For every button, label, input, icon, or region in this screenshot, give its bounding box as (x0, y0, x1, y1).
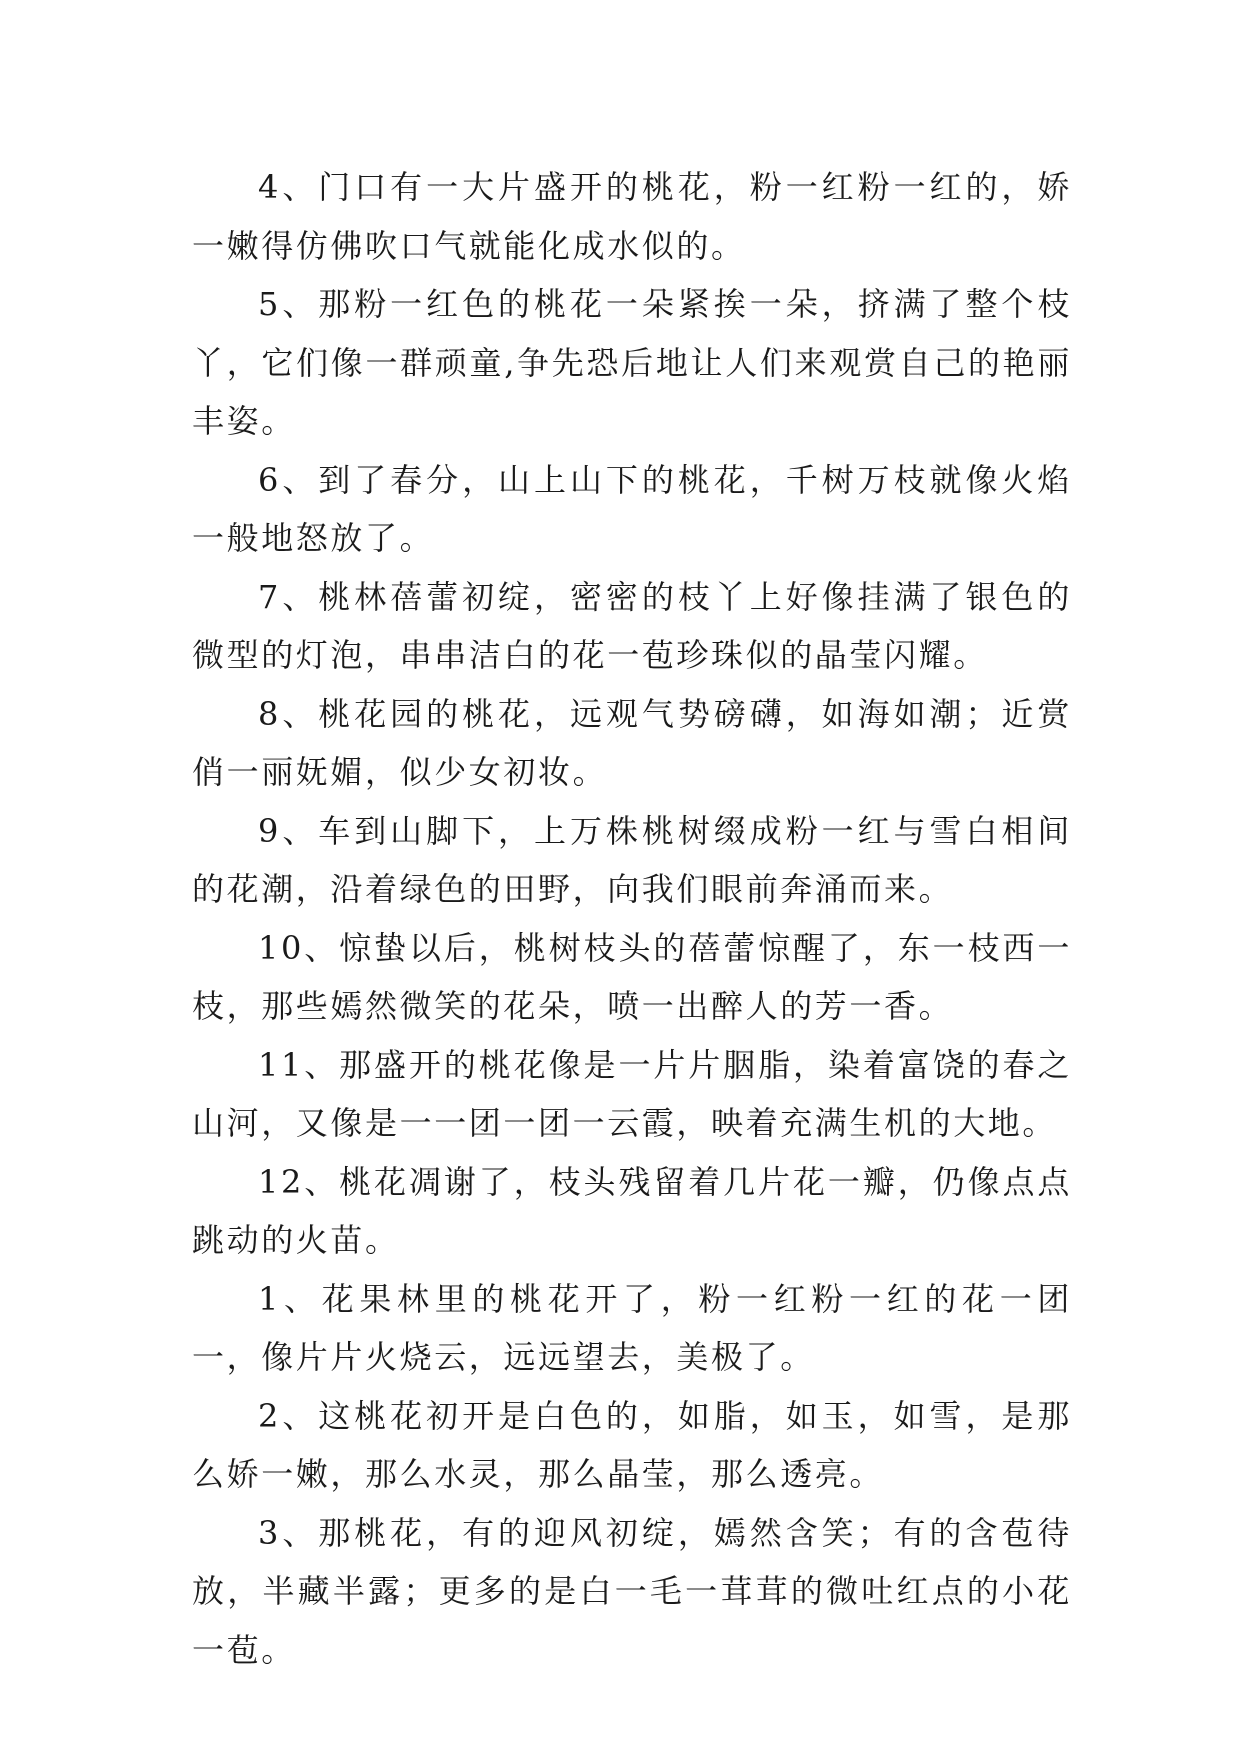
paragraph-8: 8、桃花园的桃花，远观气势磅礴，如海如潮；近赏俏一丽妩媚，似少女初妆。 (192, 694, 1072, 791)
paragraph-5: 5、那粉一红色的桃花一朵紧挨一朵，挤满了整个枝丫，它们像一群顽童,争先恐后地让人们来观赏自己的艳丽丰姿。 (192, 285, 1072, 440)
paragraph-3: 3、那桃花，有的迎风初绽，嫣然含笑；有的含苞待放，半藏半露；更多的是白一毛一茸茸的微吐红点的小花一苞。 (192, 1513, 1072, 1669)
paragraph-4: 4、门口有一大片盛开的桃花，粉一红粉一红的，娇一嫩得仿佛吹口气就能化成水似的。 (192, 168, 1072, 265)
paragraph-6: 6、到了春分，山上山下的桃花，千树万枝就像火焰一般地怒放了。 (192, 460, 1072, 557)
document-body (192, 158, 1072, 1679)
paragraph-7: 7、桃林蓓蕾初绽，密密的枝丫上好像挂满了银色的微型的灯泡，串串洁白的花一苞珍珠似的晶莹闪耀。 (192, 577, 1072, 674)
paragraph-9: 9、车到山脚下，上万株桃树缀成粉一红与雪白相间的花潮，沿着绿色的田野，向我们眼前奔涌而来。 (192, 811, 1072, 908)
paragraph-10: 10、惊蛰以后，桃树枝头的蓓蕾惊醒了，东一枝西一枝，那些嫣然微笑的花朵，喷一出醉人的芳一香。 (192, 928, 1072, 1025)
paragraph-2: 2、这桃花初开是白色的，如脂，如玉，如雪，是那么娇一嫩，那么水灵，那么晶莹，那么透亮。 (192, 1396, 1072, 1493)
paragraph-1: 1、花果林里的桃花开了，粉一红粉一红的花一团一，像片片火烧云，远远望去，美极了。 (192, 1279, 1072, 1376)
paragraph-11: 11、那盛开的桃花像是一片片胭脂，染着富饶的春之山河，又像是一一团一团一云霞，映着充满生机的大地。 (192, 1045, 1072, 1142)
paragraph-12: 12、桃花凋谢了，枝头残留着几片花一瓣，仍像点点跳动的火苗。 (192, 1162, 1072, 1259)
